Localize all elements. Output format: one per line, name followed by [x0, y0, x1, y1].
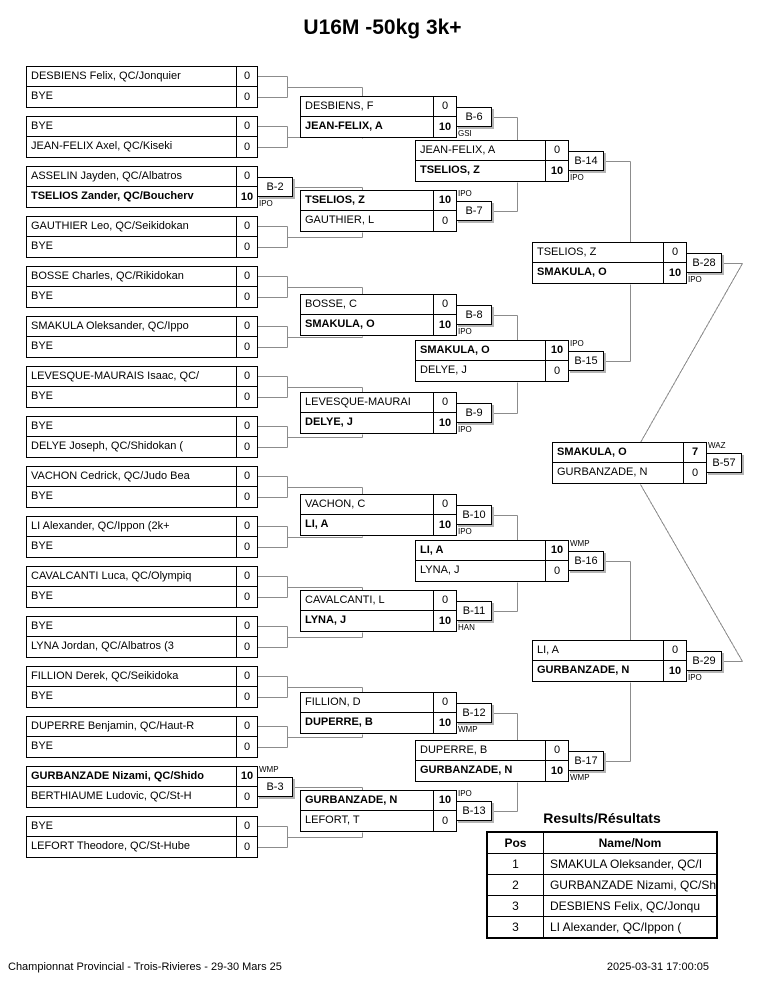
match-box: [26, 816, 258, 858]
athlete-score: 0: [691, 466, 699, 479]
athlete-name: BYE: [27, 537, 237, 557]
athlete-row: [301, 191, 456, 211]
athlete-score: 0: [553, 744, 561, 756]
athlete-row: [553, 443, 706, 463]
result-code: WMP: [570, 773, 590, 782]
athlete-name: DUPERRE Benjamin, QC/Haut-R: [27, 717, 237, 736]
athlete-score: 10: [668, 266, 682, 279]
athlete-row: [301, 713, 456, 733]
athlete-name: DUPERRE, B: [301, 713, 434, 733]
match-box: [300, 790, 457, 832]
athlete-score: 0: [441, 814, 449, 827]
match-box: [300, 96, 457, 138]
results-header-name: Name/Nom: [543, 832, 717, 854]
athlete-row: [301, 693, 456, 713]
athlete-row: [27, 667, 257, 687]
athlete-name: LYNA Jordan, QC/Albatros (3: [27, 637, 237, 657]
result-code: WAZ: [708, 441, 726, 450]
result-code: HAN: [458, 623, 475, 632]
match-box: [26, 416, 258, 458]
athlete-score: 0: [243, 390, 251, 403]
athlete-row: [27, 567, 257, 587]
athlete-score: 0: [553, 564, 561, 577]
match-box: [26, 766, 258, 808]
athlete-row: [416, 741, 568, 761]
athlete-name: DESBIENS Felix, QC/Jonquier: [27, 67, 237, 86]
match-box: [26, 66, 258, 108]
athlete-score: 0: [243, 790, 251, 803]
match-number: B-12: [456, 703, 492, 723]
athlete-row: [27, 267, 257, 287]
athlete-name: DESBIENS, F: [301, 97, 434, 116]
athlete-row: [27, 237, 257, 257]
athlete-row: [301, 117, 456, 137]
athlete-score: 0: [441, 100, 449, 112]
result-name: DESBIENS Felix, QC/Jonqu: [543, 896, 717, 917]
athlete-score: 10: [438, 318, 452, 331]
athlete-name: SMAKULA, O: [533, 263, 664, 283]
athlete-name: BYE: [27, 587, 237, 607]
athlete-score: 10: [438, 416, 452, 429]
athlete-row: [27, 487, 257, 507]
result-name: SMAKULA Oleksander, QC/I: [543, 854, 717, 875]
athlete-row: [416, 761, 568, 781]
result-code: WMP: [259, 765, 279, 774]
athlete-score: 0: [243, 140, 251, 153]
athlete-name: GURBANZADE, N: [301, 791, 434, 810]
result-code: IPO: [259, 199, 273, 208]
athlete-name: DELYE, J: [416, 361, 546, 381]
athlete-name: BYE: [27, 417, 237, 436]
athlete-name: GURBANZADE, N: [533, 661, 664, 681]
athlete-name: BYE: [27, 817, 237, 836]
result-code: WMP: [570, 539, 590, 548]
athlete-name: VACHON, C: [301, 495, 434, 514]
athlete-score: 0: [243, 620, 251, 632]
result-code: IPO: [570, 173, 584, 182]
match-number: B-13: [456, 801, 492, 821]
match-number: B-9: [456, 403, 492, 423]
athlete-score: 0: [243, 820, 251, 832]
athlete-score: 0: [243, 290, 251, 303]
athlete-row: [301, 515, 456, 535]
match-number: B-3: [257, 777, 293, 797]
athlete-score: 0: [441, 594, 449, 606]
match-number: B-2: [257, 177, 293, 197]
match-box: [300, 590, 457, 632]
athlete-name: TSELIOS, Z: [301, 191, 434, 210]
results-row: [487, 875, 717, 896]
athlete-row: [416, 341, 568, 361]
athlete-row: [301, 393, 456, 413]
athlete-row: [301, 295, 456, 315]
athlete-name: LI, A: [416, 541, 546, 560]
athlete-row: [27, 467, 257, 487]
athlete-row: [27, 617, 257, 637]
athlete-row: [27, 217, 257, 237]
athlete-name: LI Alexander, QC/Ippon (2k+: [27, 517, 237, 536]
athlete-row: [301, 591, 456, 611]
athlete-row: [301, 791, 456, 811]
athlete-score: 10: [550, 344, 564, 356]
athlete-score: 0: [243, 740, 251, 753]
athlete-score: 0: [553, 364, 561, 377]
athlete-score: 10: [438, 716, 452, 729]
result-code: IPO: [458, 189, 472, 198]
athlete-score: 0: [441, 298, 449, 310]
athlete-name: JEAN-FELIX, A: [416, 141, 546, 160]
match-number: B-17: [568, 751, 604, 771]
athlete-row: [301, 97, 456, 117]
result-name: LI Alexander, QC/Ippon (: [543, 917, 717, 939]
footer-timestamp: 2025-03-31 17:00:05: [606, 961, 709, 973]
athlete-score: 0: [243, 840, 251, 853]
athlete-name: TSELIOS, Z: [533, 243, 664, 262]
result-code: IPO: [570, 339, 584, 348]
athlete-name: DUPERRE, B: [416, 741, 546, 760]
result-code: IPO: [688, 673, 702, 682]
athlete-row: [27, 787, 257, 807]
athlete-score: 0: [441, 498, 449, 510]
athlete-row: [533, 243, 686, 263]
athlete-score: 10: [438, 120, 452, 133]
athlete-score: 0: [243, 470, 251, 482]
match-box: [26, 116, 258, 158]
athlete-row: [301, 611, 456, 631]
result-code: IPO: [458, 527, 472, 536]
match-number: B-6: [456, 107, 492, 127]
athlete-name: SMAKULA Oleksander, QC/Ippo: [27, 317, 237, 336]
match-box: [552, 442, 707, 484]
athlete-score: 0: [243, 170, 251, 182]
athlete-score: 0: [243, 640, 251, 653]
athlete-score: 7: [691, 446, 699, 458]
match-number: B-28: [686, 253, 722, 273]
athlete-row: [27, 637, 257, 657]
athlete-score: 0: [243, 220, 251, 232]
match-box: [26, 666, 258, 708]
athlete-name: SMAKULA, O: [416, 341, 546, 360]
athlete-score: 0: [243, 420, 251, 432]
match-box: [300, 692, 457, 734]
athlete-name: ASSELIN Jayden, QC/Albatros: [27, 167, 237, 186]
athlete-name: FILLION, D: [301, 693, 434, 712]
athlete-row: [27, 187, 257, 207]
match-box: [532, 242, 687, 284]
athlete-name: GAUTHIER Leo, QC/Seikidokan: [27, 217, 237, 236]
athlete-score: 10: [438, 194, 452, 206]
athlete-row: [533, 641, 686, 661]
athlete-row: [27, 437, 257, 457]
match-box: [26, 366, 258, 408]
athlete-row: [27, 837, 257, 857]
athlete-name: GURBANZADE Nizami, QC/Shido: [27, 767, 237, 786]
athlete-name: LI, A: [533, 641, 664, 660]
athlete-name: BYE: [27, 237, 237, 257]
athlete-name: BOSSE Charles, QC/Rikidokan: [27, 267, 237, 286]
match-number: B-29: [686, 651, 722, 671]
athlete-row: [416, 541, 568, 561]
athlete-row: [27, 587, 257, 607]
match-box: [415, 340, 569, 382]
athlete-score: 0: [553, 144, 561, 156]
athlete-name: BYE: [27, 487, 237, 507]
athlete-row: [27, 517, 257, 537]
athlete-name: BYE: [27, 117, 237, 136]
match-box: [300, 294, 457, 336]
match-box: [26, 616, 258, 658]
athlete-row: [27, 387, 257, 407]
athlete-score: 10: [240, 190, 254, 203]
athlete-row: [27, 167, 257, 187]
athlete-score: 0: [243, 520, 251, 532]
match-number: B-14: [568, 151, 604, 171]
footer-event-label: Championnat Provincial - Trois-Rivieres - 29-30 Mars 25: [8, 961, 282, 973]
athlete-name: JEAN-FELIX, A: [301, 117, 434, 137]
athlete-score: 10: [550, 164, 564, 177]
athlete-row: [27, 117, 257, 137]
athlete-row: [27, 367, 257, 387]
athlete-name: JEAN-FELIX Axel, QC/Kiseki: [27, 137, 237, 157]
result-pos: 2: [487, 875, 543, 896]
results-row: [487, 896, 717, 917]
athlete-score: 0: [243, 590, 251, 603]
athlete-row: [27, 287, 257, 307]
athlete-row: [533, 661, 686, 681]
match-box: [300, 190, 457, 232]
match-number: B-8: [456, 305, 492, 325]
athlete-row: [301, 211, 456, 231]
athlete-row: [27, 137, 257, 157]
result-pos: 1: [487, 854, 543, 875]
athlete-name: BOSSE, C: [301, 295, 434, 314]
athlete-row: [27, 317, 257, 337]
result-code: IPO: [458, 789, 472, 798]
result-code: IPO: [688, 275, 702, 284]
athlete-name: FILLION Derek, QC/Seikidoka: [27, 667, 237, 686]
athlete-row: [416, 361, 568, 381]
athlete-score: 10: [438, 794, 452, 806]
athlete-score: 0: [671, 246, 679, 258]
results-title: Results/Résultats: [543, 810, 661, 826]
athlete-score: 0: [243, 90, 251, 103]
athlete-row: [416, 141, 568, 161]
athlete-score: 0: [243, 490, 251, 503]
athlete-score: 10: [240, 770, 254, 782]
athlete-row: [27, 717, 257, 737]
athlete-score: 0: [441, 214, 449, 227]
athlete-name: BYE: [27, 737, 237, 757]
athlete-row: [27, 87, 257, 107]
athlete-score: 0: [441, 696, 449, 708]
athlete-name: BYE: [27, 387, 237, 407]
page-title: U16M -50kg 3k+: [303, 16, 462, 39]
athlete-row: [27, 67, 257, 87]
match-box: [415, 540, 569, 582]
athlete-score: 0: [243, 720, 251, 732]
athlete-row: [553, 463, 706, 483]
athlete-score: 10: [438, 518, 452, 531]
results-section: [486, 810, 718, 939]
athlete-name: TSELIOS, Z: [416, 161, 546, 181]
athlete-score: 0: [243, 570, 251, 582]
result-pos: 3: [487, 917, 543, 939]
athlete-name: DELYE Joseph, QC/Shidokan (: [27, 437, 237, 457]
athlete-score: 10: [550, 544, 564, 556]
athlete-row: [301, 495, 456, 515]
match-number: B-10: [456, 505, 492, 525]
match-box: [532, 640, 687, 682]
athlete-score: 0: [243, 70, 251, 82]
match-box: [300, 392, 457, 434]
result-name: GURBANZADE Nizami, QC/Sh: [543, 875, 717, 896]
athlete-name: GURBANZADE, N: [553, 463, 684, 483]
result-code: IPO: [458, 425, 472, 434]
match-box: [415, 140, 569, 182]
athlete-name: LI, A: [301, 515, 434, 535]
athlete-score: 0: [243, 370, 251, 382]
athlete-row: [27, 737, 257, 757]
athlete-name: BYE: [27, 687, 237, 707]
result-code: WMP: [458, 725, 478, 734]
athlete-name: CAVALCANTI, L: [301, 591, 434, 610]
results-header-row: [487, 832, 717, 854]
athlete-name: BYE: [27, 337, 237, 357]
results-header-pos: Pos: [487, 832, 543, 854]
athlete-name: VACHON Cedrick, QC/Judo Bea: [27, 467, 237, 486]
match-box: [415, 740, 569, 782]
athlete-score: 0: [243, 540, 251, 553]
match-box: [300, 494, 457, 536]
athlete-score: 0: [243, 670, 251, 682]
athlete-score: 0: [243, 270, 251, 282]
athlete-name: DELYE, J: [301, 413, 434, 433]
athlete-row: [27, 537, 257, 557]
athlete-score: 0: [243, 440, 251, 453]
athlete-score: 0: [243, 690, 251, 703]
athlete-name: GURBANZADE, N: [416, 761, 546, 781]
match-number: B-15: [568, 351, 604, 371]
athlete-name: BYE: [27, 617, 237, 636]
athlete-row: [27, 687, 257, 707]
athlete-score: 0: [671, 644, 679, 656]
athlete-name: BERTHIAUME Ludovic, QC/St-H: [27, 787, 237, 807]
match-box: [26, 466, 258, 508]
athlete-score: 10: [550, 764, 564, 777]
match-number: B-16: [568, 551, 604, 571]
match-number: B-57: [706, 453, 742, 473]
athlete-name: BYE: [27, 287, 237, 307]
athlete-name: CAVALCANTI Luca, QC/Olympiq: [27, 567, 237, 586]
results-table: [486, 831, 718, 939]
athlete-score: 10: [438, 614, 452, 627]
athlete-score: 0: [243, 120, 251, 132]
athlete-row: [301, 811, 456, 831]
match-box: [26, 316, 258, 358]
athlete-score: 0: [243, 240, 251, 253]
results-row: [487, 917, 717, 939]
match-box: [26, 266, 258, 308]
athlete-row: [301, 413, 456, 433]
athlete-row: [416, 561, 568, 581]
match-box: [26, 516, 258, 558]
athlete-name: TSELIOS Zander, QC/Boucherv: [27, 187, 237, 207]
result-pos: 3: [487, 896, 543, 917]
match-box: [26, 166, 258, 208]
match-box: [26, 566, 258, 608]
athlete-name: BYE: [27, 87, 237, 107]
athlete-row: [533, 263, 686, 283]
athlete-score: 0: [243, 340, 251, 353]
athlete-score: 0: [243, 320, 251, 332]
athlete-name: SMAKULA, O: [553, 443, 684, 462]
athlete-row: [27, 417, 257, 437]
athlete-name: LEFORT, T: [301, 811, 434, 831]
athlete-name: LYNA, J: [301, 611, 434, 631]
result-code: GSI: [458, 129, 472, 138]
athlete-name: LEVESQUE-MAURAIS Isaac, QC/: [27, 367, 237, 386]
match-number: B-11: [456, 601, 492, 621]
athlete-row: [301, 315, 456, 335]
athlete-row: [27, 767, 257, 787]
athlete-name: SMAKULA, O: [301, 315, 434, 335]
athlete-score: 10: [668, 664, 682, 677]
athlete-name: LEVESQUE-MAURAI: [301, 393, 434, 412]
athlete-row: [416, 161, 568, 181]
results-row: [487, 854, 717, 875]
match-box: [26, 216, 258, 258]
match-box: [26, 716, 258, 758]
athlete-row: [27, 337, 257, 357]
athlete-name: GAUTHIER, L: [301, 211, 434, 231]
athlete-name: LYNA, J: [416, 561, 546, 581]
athlete-score: 0: [441, 396, 449, 408]
match-number: B-7: [456, 201, 492, 221]
result-code: IPO: [458, 327, 472, 336]
athlete-row: [27, 817, 257, 837]
athlete-name: LEFORT Theodore, QC/St-Hube: [27, 837, 237, 857]
